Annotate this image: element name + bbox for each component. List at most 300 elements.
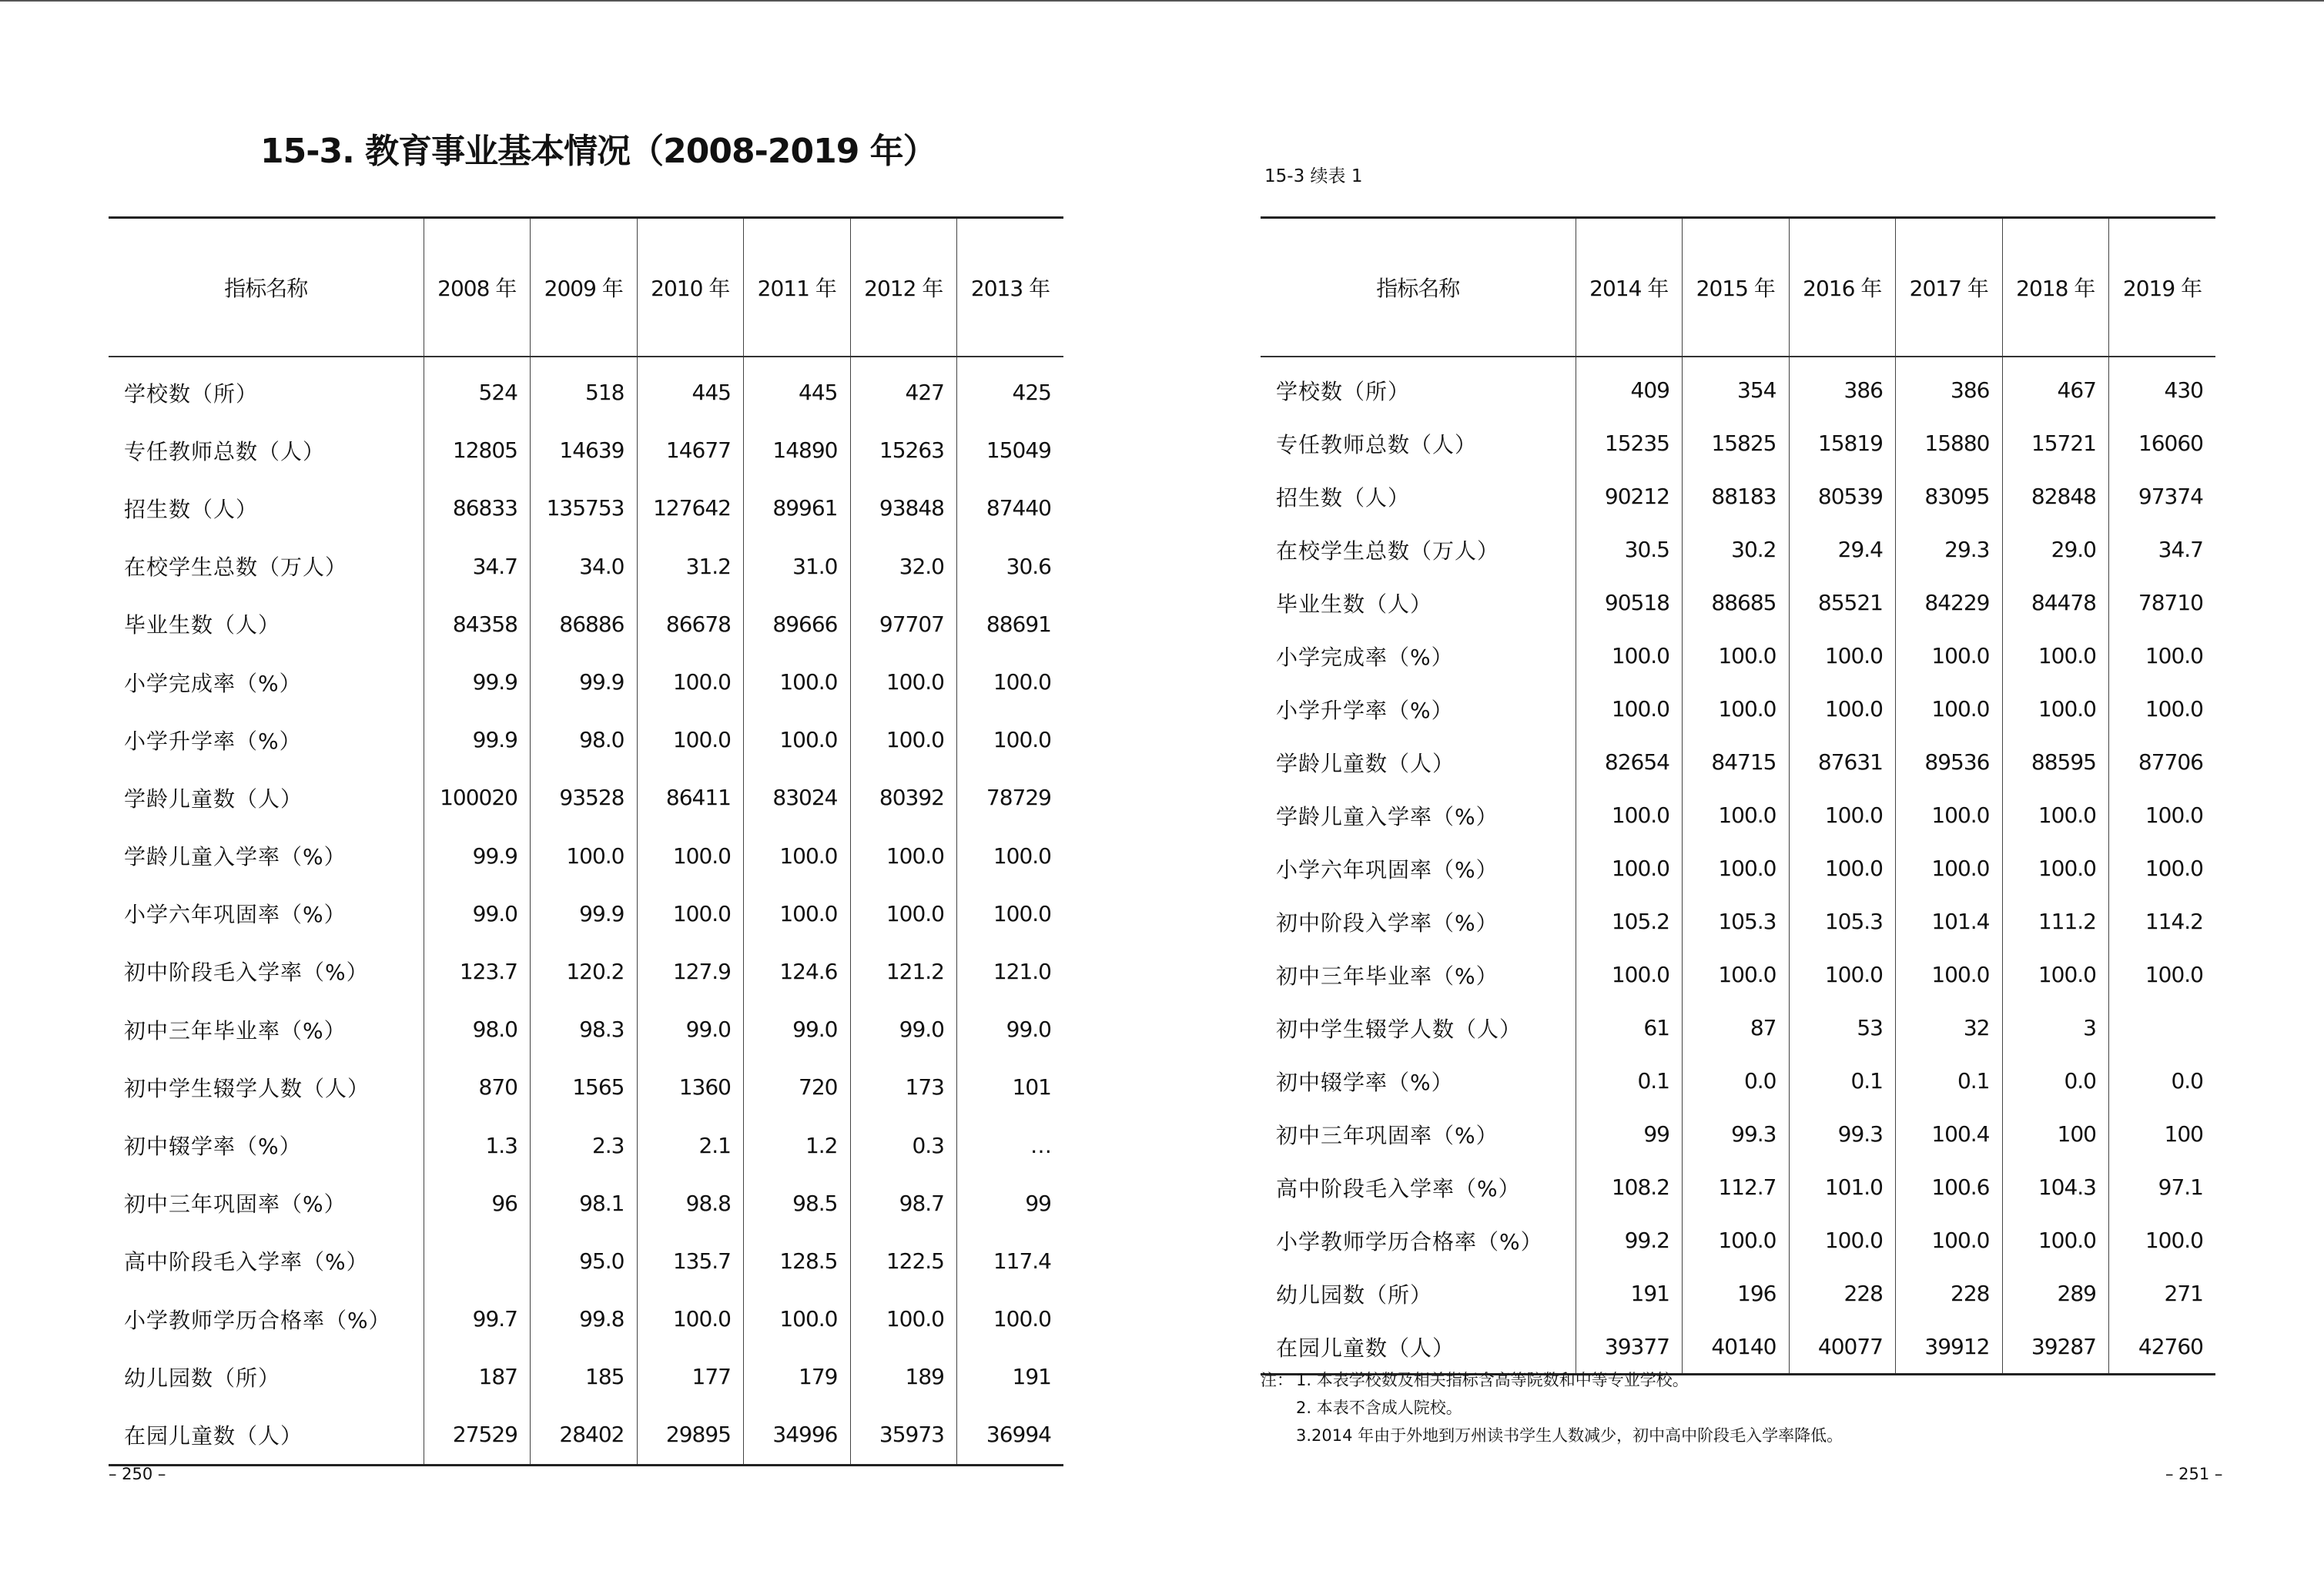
value-cell: 39377 — [1576, 1320, 1683, 1375]
value-cell: 95.0 — [531, 1232, 638, 1290]
value-cell: 100.0 — [2109, 629, 2216, 682]
value-cell: 15721 — [2002, 417, 2109, 470]
value-cell: 120.2 — [531, 943, 638, 1000]
value-cell: 100.0 — [1683, 948, 1790, 1001]
value-cell: 84478 — [2002, 576, 2109, 629]
header-year: 2013 年 — [957, 218, 1064, 357]
value-cell: 100.0 — [1896, 948, 2003, 1001]
table-row — [109, 1116, 1063, 1174]
value-cell: 108.2 — [1576, 1161, 1683, 1214]
value-cell: 97.1 — [2109, 1161, 2216, 1214]
value-cell: 98.8 — [637, 1174, 744, 1232]
value-cell: 100.0 — [1576, 629, 1683, 682]
indicator-name-cell: 小学教师学历合格率（%） — [1276, 1228, 1543, 1255]
value-cell: 228 — [1789, 1267, 1896, 1320]
header-year: 2011 年 — [744, 218, 851, 357]
value-cell: 88595 — [2002, 735, 2109, 789]
table-row — [1261, 1214, 2215, 1267]
table-row — [1261, 948, 2215, 1001]
value-cell: 15235 — [1576, 417, 1683, 470]
value-cell: 105.3 — [1789, 895, 1896, 948]
value-cell: 425 — [957, 357, 1064, 421]
header-indicator-name: 指标名称 — [1261, 218, 1576, 357]
value-cell: 100.4 — [1896, 1107, 2003, 1161]
table-row — [109, 711, 1063, 769]
indicator-name-cell: 初中学生辍学人数（人） — [124, 1075, 370, 1101]
table-row — [1261, 842, 2215, 895]
value-cell: 12805 — [424, 421, 531, 479]
value-cell — [424, 1232, 531, 1290]
value-cell: 187 — [424, 1348, 531, 1405]
value-cell: 112.7 — [1683, 1161, 1790, 1214]
value-cell: 100.0 — [744, 1290, 851, 1348]
value-cell: 98.5 — [744, 1174, 851, 1232]
value-cell: 39912 — [1896, 1320, 2003, 1375]
value-cell: 86678 — [637, 595, 744, 653]
value-cell: 89536 — [1896, 735, 2003, 789]
table-row — [1261, 523, 2215, 576]
value-cell: 100.0 — [1896, 682, 2003, 735]
indicator-name-cell: 学龄儿童数（人） — [124, 786, 303, 812]
table-row — [1261, 1161, 2215, 1214]
value-cell: 354 — [1683, 357, 1790, 417]
value-cell: 0.3 — [850, 1116, 957, 1174]
value-cell: 100.0 — [1896, 842, 2003, 895]
indicator-name-cell: 在校学生总数（万人） — [124, 554, 348, 581]
value-cell: 84229 — [1896, 576, 2003, 629]
table-row — [109, 357, 1063, 421]
note-label: 注： — [1261, 1371, 1293, 1389]
indicator-name-cell: 招生数（人） — [1276, 484, 1411, 511]
value-cell: 89666 — [744, 595, 851, 653]
value-cell: 15263 — [850, 421, 957, 479]
value-cell: 86411 — [637, 769, 744, 826]
value-cell: 101.0 — [1789, 1161, 1896, 1214]
value-cell: 100.0 — [957, 827, 1064, 885]
value-cell: 29.0 — [2002, 523, 2109, 576]
value-cell: 135.7 — [637, 1232, 744, 1290]
value-cell: 100.0 — [2109, 842, 2216, 895]
value-cell: 100 — [2109, 1107, 2216, 1161]
indicator-name-cell: 专任教师总数（人） — [1276, 431, 1478, 457]
table-row — [109, 943, 1063, 1000]
value-cell: 1565 — [531, 1058, 638, 1116]
value-cell: 100.0 — [2109, 682, 2216, 735]
value-cell: 99.8 — [531, 1290, 638, 1348]
indicator-name-cell: 在校学生总数（万人） — [1276, 538, 1500, 564]
value-cell: 88183 — [1683, 470, 1790, 523]
value-cell: 99.9 — [531, 885, 638, 943]
table-row — [1261, 895, 2215, 948]
value-cell: 82848 — [2002, 470, 2109, 523]
note-text: 3.2014 年由于外地到万州读书学生人数减少，初中高中阶段毛入学率降低。 — [1296, 1426, 1843, 1445]
note-text: 2. 本表不含成人院校。 — [1296, 1399, 1462, 1417]
value-cell: 98.7 — [850, 1174, 957, 1232]
table-row — [109, 1000, 1063, 1058]
value-cell: 97707 — [850, 595, 957, 653]
table-row — [1261, 735, 2215, 789]
value-cell: 100.0 — [1576, 789, 1683, 842]
table-row — [109, 421, 1063, 479]
table-row — [109, 1290, 1063, 1348]
value-cell: 445 — [744, 357, 851, 421]
value-cell: 100.0 — [1683, 842, 1790, 895]
indicator-name-cell: 学龄儿童入学率（%） — [124, 844, 347, 870]
value-cell: 0.1 — [1789, 1054, 1896, 1107]
table-row — [1261, 576, 2215, 629]
value-cell: 80539 — [1789, 470, 1896, 523]
value-cell: 100.0 — [2002, 842, 2109, 895]
value-cell: 518 — [531, 357, 638, 421]
value-cell: 105.3 — [1683, 895, 1790, 948]
table-row — [1261, 1001, 2215, 1054]
header-year: 2010 年 — [637, 218, 744, 357]
value-cell: 32.0 — [850, 538, 957, 595]
value-cell: 1.3 — [424, 1116, 531, 1174]
value-cell: 99.0 — [957, 1000, 1064, 1058]
indicator-name-cell: 小学升学率（%） — [1276, 697, 1454, 723]
table-row — [109, 885, 1063, 943]
value-cell: 90518 — [1576, 576, 1683, 629]
value-cell: 870 — [424, 1058, 531, 1116]
value-cell: 386 — [1896, 357, 2003, 417]
indicator-name-cell: 初中三年巩固率（%） — [1276, 1122, 1499, 1148]
value-cell: 121.2 — [850, 943, 957, 1000]
value-cell: 30.6 — [957, 538, 1064, 595]
value-cell: 34.7 — [2109, 523, 2216, 576]
value-cell: 100.0 — [2002, 682, 2109, 735]
table-row — [109, 1348, 1063, 1405]
indicator-name-cell: 小学教师学历合格率（%） — [124, 1307, 391, 1333]
value-cell: 15819 — [1789, 417, 1896, 470]
value-cell: 14890 — [744, 421, 851, 479]
value-cell: 34.7 — [424, 538, 531, 595]
value-cell: 82654 — [1576, 735, 1683, 789]
indicator-name-cell: 小学完成率（%） — [124, 670, 302, 696]
indicator-name-cell: 在园儿童数（人） — [109, 1405, 424, 1465]
table-body — [1261, 357, 2215, 1375]
table-header-row — [109, 218, 1063, 357]
value-cell: 14677 — [637, 421, 744, 479]
value-cell: 99 — [1576, 1107, 1683, 1161]
right-page — [1162, 0, 2324, 1588]
value-cell: 100.0 — [2109, 789, 2216, 842]
value-cell: 99.0 — [744, 1000, 851, 1058]
indicator-name-cell: 毕业生数（人） — [124, 612, 281, 638]
value-cell: 100.0 — [1576, 948, 1683, 1001]
value-cell: 61 — [1576, 1001, 1683, 1054]
value-cell: 90212 — [1576, 470, 1683, 523]
value-cell: 100.0 — [1789, 842, 1896, 895]
indicator-name-cell: 初中三年巩固率（%） — [124, 1191, 347, 1218]
value-cell: 100.0 — [1683, 789, 1790, 842]
value-cell: 135753 — [531, 479, 638, 537]
value-cell: 100.0 — [850, 827, 957, 885]
value-cell: 100.0 — [850, 885, 957, 943]
indicator-name-cell: 小学六年巩固率（%） — [124, 902, 347, 928]
table-row — [1261, 470, 2215, 523]
value-cell: 29.3 — [1896, 523, 2003, 576]
value-cell: 100.0 — [2109, 948, 2216, 1001]
value-cell: 100.0 — [1789, 948, 1896, 1001]
header-year: 2019 年 — [2109, 218, 2216, 357]
value-cell: 104.3 — [2002, 1161, 2109, 1214]
value-cell: 100.0 — [531, 827, 638, 885]
indicator-name-cell: 初中辍学率（%） — [124, 1134, 302, 1160]
value-cell: 15825 — [1683, 417, 1790, 470]
value-cell: 100020 — [424, 769, 531, 826]
value-cell: 34996 — [744, 1405, 851, 1465]
table-row — [109, 1405, 1063, 1465]
indicator-name-cell: 专任教师总数（人） — [124, 438, 326, 464]
value-cell: 99.3 — [1789, 1107, 1896, 1161]
table-header-row — [1261, 218, 2215, 357]
value-cell: 99.9 — [531, 653, 638, 711]
value-cell: 111.2 — [2002, 895, 2109, 948]
value-cell: 445 — [637, 357, 744, 421]
value-cell: 100.0 — [637, 885, 744, 943]
value-cell: 127.9 — [637, 943, 744, 1000]
value-cell: 40077 — [1789, 1320, 1896, 1375]
value-cell: 427 — [850, 357, 957, 421]
indicator-name-cell: 初中辍学率（%） — [1276, 1069, 1454, 1095]
value-cell: 100.0 — [744, 711, 851, 769]
value-cell: 720 — [744, 1058, 851, 1116]
header-year: 2016 年 — [1789, 218, 1896, 357]
indicator-name-cell: 高中阶段毛入学率（%） — [1276, 1175, 1521, 1201]
value-cell: 467 — [2002, 357, 2109, 417]
value-cell: 98.0 — [531, 711, 638, 769]
value-cell: 78710 — [2109, 576, 2216, 629]
value-cell: 27529 — [424, 1405, 531, 1465]
table-row — [109, 538, 1063, 595]
value-cell: 100.0 — [1683, 629, 1790, 682]
table-row — [109, 1058, 1063, 1116]
value-cell: 386 — [1789, 357, 1896, 417]
education-table-2014-2019 — [1261, 216, 2215, 1375]
value-cell: 31.2 — [637, 538, 744, 595]
value-cell: 100.0 — [637, 827, 744, 885]
value-cell: 100.0 — [957, 1290, 1064, 1348]
value-cell: 100.0 — [637, 1290, 744, 1348]
table-notes — [1261, 1366, 1843, 1449]
value-cell: 97374 — [2109, 470, 2216, 523]
table-body — [109, 357, 1063, 1465]
header-year: 2009 年 — [531, 218, 638, 357]
value-cell: 86886 — [531, 595, 638, 653]
value-cell: 100.0 — [744, 827, 851, 885]
value-cell: 100.0 — [850, 653, 957, 711]
indicator-name-cell: 高中阶段毛入学率（%） — [124, 1249, 369, 1275]
table-row — [109, 653, 1063, 711]
value-cell: 185 — [531, 1348, 638, 1405]
value-cell: 87440 — [957, 479, 1064, 537]
value-cell: 98.1 — [531, 1174, 638, 1232]
value-cell: 53 — [1789, 1001, 1896, 1054]
value-cell: 15880 — [1896, 417, 2003, 470]
header-year: 2008 年 — [424, 218, 531, 357]
header-year: 2015 年 — [1683, 218, 1790, 357]
value-cell: 101.4 — [1896, 895, 2003, 948]
table-row — [109, 479, 1063, 537]
value-cell: 228 — [1896, 1267, 2003, 1320]
value-cell: 39287 — [2002, 1320, 2109, 1375]
table-row — [1261, 682, 2215, 735]
value-cell: 84358 — [424, 595, 531, 653]
header-year: 2014 年 — [1576, 218, 1683, 357]
value-cell: 31.0 — [744, 538, 851, 595]
value-cell: 99.9 — [424, 653, 531, 711]
header-year: 2012 年 — [850, 218, 957, 357]
value-cell: 430 — [2109, 357, 2216, 417]
value-cell: 88685 — [1683, 576, 1790, 629]
value-cell: 85521 — [1789, 576, 1896, 629]
indicator-name-cell: 小学六年巩固率（%） — [1276, 856, 1499, 883]
table-row — [1261, 629, 2215, 682]
continuation-label: 15-3 续表 1 — [1264, 166, 1363, 186]
value-cell: 100.0 — [2002, 629, 2109, 682]
header-year: 2017 年 — [1896, 218, 2003, 357]
value-cell: 100.0 — [957, 711, 1064, 769]
value-cell: 93528 — [531, 769, 638, 826]
value-cell: 99.0 — [637, 1000, 744, 1058]
value-cell — [2109, 1001, 2216, 1054]
note-line — [1261, 1394, 1843, 1422]
value-cell: 30.2 — [1683, 523, 1790, 576]
value-cell: 29.4 — [1789, 523, 1896, 576]
value-cell: 271 — [2109, 1267, 2216, 1320]
value-cell: 100.0 — [1896, 1214, 2003, 1267]
value-cell: 189 — [850, 1348, 957, 1405]
value-cell: 289 — [2002, 1267, 2109, 1320]
indicator-name-cell: 初中阶段入学率（%） — [1276, 910, 1499, 936]
indicator-name-cell: 招生数（人） — [124, 496, 259, 522]
value-cell: 0.0 — [2109, 1054, 2216, 1107]
value-cell: 1.2 — [744, 1116, 851, 1174]
value-cell: 14639 — [531, 421, 638, 479]
value-cell: 100.0 — [1683, 682, 1790, 735]
table-row — [1261, 789, 2215, 842]
indicator-name-cell: 学校数（所） — [124, 380, 259, 407]
indicator-name-cell: 学龄儿童入学率（%） — [1276, 803, 1499, 829]
value-cell: 86833 — [424, 479, 531, 537]
value-cell: 1360 — [637, 1058, 744, 1116]
value-cell: 99.7 — [424, 1290, 531, 1348]
indicator-name-cell: 初中阶段毛入学率（%） — [124, 960, 369, 986]
value-cell: 99.0 — [424, 885, 531, 943]
value-cell: 100.0 — [1896, 789, 2003, 842]
value-cell: 100.0 — [744, 885, 851, 943]
value-cell: 191 — [1576, 1267, 1683, 1320]
value-cell: 30.5 — [1576, 523, 1683, 576]
value-cell: 0.1 — [1896, 1054, 2003, 1107]
value-cell: 122.5 — [850, 1232, 957, 1290]
indicator-name-cell: 幼儿园数（所） — [124, 1365, 281, 1391]
value-cell: 78729 — [957, 769, 1064, 826]
value-cell: 114.2 — [2109, 895, 2216, 948]
value-cell: 117.4 — [957, 1232, 1064, 1290]
value-cell: 100.0 — [1896, 629, 2003, 682]
value-cell: 100.0 — [1576, 842, 1683, 895]
value-cell: 100.0 — [637, 711, 744, 769]
value-cell: 100.0 — [2109, 1214, 2216, 1267]
table-row — [1261, 417, 2215, 470]
value-cell: 100.0 — [1576, 682, 1683, 735]
value-cell: 524 — [424, 357, 531, 421]
table-row — [1261, 1107, 2215, 1161]
table-row — [109, 1174, 1063, 1232]
indicator-name-cell: 小学完成率（%） — [1276, 644, 1454, 670]
table-row — [1261, 357, 2215, 417]
table-row — [109, 1232, 1063, 1290]
value-cell: 87706 — [2109, 735, 2216, 789]
value-cell: 36994 — [957, 1405, 1064, 1465]
indicator-name-cell: 学龄儿童数（人） — [1276, 750, 1455, 776]
value-cell: 96 — [424, 1174, 531, 1232]
value-cell: 93848 — [850, 479, 957, 537]
value-cell: 99.9 — [424, 711, 531, 769]
value-cell: 100.0 — [744, 653, 851, 711]
table-row — [109, 769, 1063, 826]
indicator-name-cell: 初中学生辍学人数（人） — [1276, 1016, 1522, 1042]
value-cell: 0.0 — [1683, 1054, 1790, 1107]
value-cell: 99.0 — [850, 1000, 957, 1058]
education-table-2008-2013 — [109, 216, 1063, 1466]
value-cell: 2.1 — [637, 1116, 744, 1174]
header-indicator-name: 指标名称 — [109, 218, 424, 357]
page-number: – 250 – — [109, 1465, 166, 1483]
value-cell: 99.9 — [424, 827, 531, 885]
value-cell: 89961 — [744, 479, 851, 537]
value-cell: 100.0 — [1789, 682, 1896, 735]
value-cell: 123.7 — [424, 943, 531, 1000]
value-cell: 2.3 — [531, 1116, 638, 1174]
value-cell: 100.6 — [1896, 1161, 2003, 1214]
page-number: – 251 – — [2165, 1465, 2223, 1483]
note-line — [1261, 1366, 1843, 1394]
value-cell: 100.0 — [637, 653, 744, 711]
table-row — [1261, 1054, 2215, 1107]
value-cell: 100 — [2002, 1107, 2109, 1161]
table-title: 15-3. 教育事业基本情况（2008-2019 年） — [260, 132, 936, 171]
value-cell: 84715 — [1683, 735, 1790, 789]
value-cell: 179 — [744, 1348, 851, 1405]
value-cell: 83095 — [1896, 470, 2003, 523]
value-cell: 34.0 — [531, 538, 638, 595]
value-cell: 100.0 — [2002, 1214, 2109, 1267]
value-cell: 409 — [1576, 357, 1683, 417]
value-cell: 100.0 — [1789, 629, 1896, 682]
value-cell: 99.3 — [1683, 1107, 1790, 1161]
value-cell: 16060 — [2109, 417, 2216, 470]
value-cell: 100.0 — [850, 1290, 957, 1348]
value-cell: 191 — [957, 1348, 1064, 1405]
value-cell: 83024 — [744, 769, 851, 826]
indicator-name-cell: 学校数（所） — [1276, 378, 1411, 404]
value-cell: 98.3 — [531, 1000, 638, 1058]
value-cell: 15049 — [957, 421, 1064, 479]
value-cell: 29895 — [637, 1405, 744, 1465]
note-text: 1. 本表学校数及相关指标含高等院数和中等专业学校。 — [1296, 1371, 1689, 1389]
value-cell: 88691 — [957, 595, 1064, 653]
value-cell: 87631 — [1789, 735, 1896, 789]
value-cell: 128.5 — [744, 1232, 851, 1290]
table-row — [109, 595, 1063, 653]
value-cell: 177 — [637, 1348, 744, 1405]
value-cell: 99 — [957, 1174, 1064, 1232]
value-cell: 100.0 — [2002, 948, 2109, 1001]
value-cell: 98.0 — [424, 1000, 531, 1058]
